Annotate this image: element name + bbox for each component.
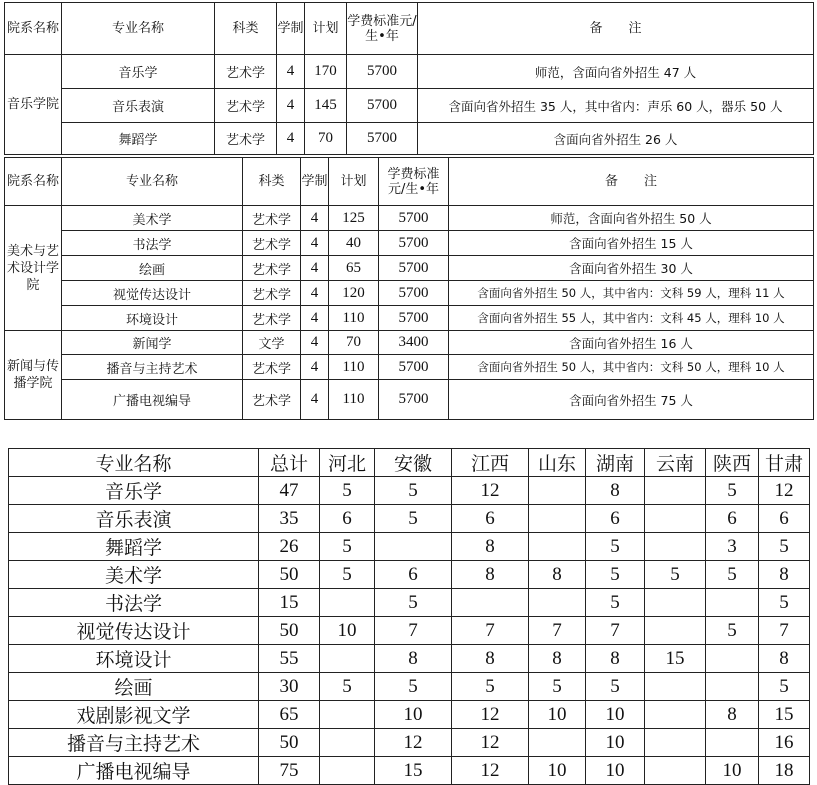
yunnan-cell: 15 xyxy=(645,645,706,673)
fee-cell: 5700 xyxy=(347,123,418,155)
table-row xyxy=(5,231,814,256)
table-row xyxy=(9,617,810,645)
fee-cell: 5700 xyxy=(347,89,418,123)
major-cell: 播音与主持艺术 xyxy=(62,355,243,380)
major-cell: 环境设计 xyxy=(9,645,259,673)
header-notes: 备 注 xyxy=(449,158,814,206)
total-cell: 35 xyxy=(259,505,320,533)
gansu-cell: 5 xyxy=(759,533,810,561)
table-row xyxy=(5,331,814,355)
gansu-cell: 5 xyxy=(759,589,810,617)
header-anhui: 安徽 xyxy=(375,449,452,477)
gansu-cell: 12 xyxy=(759,477,810,505)
dept-cell: 新闻与传播学院 xyxy=(5,331,62,420)
total-cell: 75 xyxy=(259,757,320,785)
category-cell: 艺术学 xyxy=(243,306,301,331)
plan-cell: 170 xyxy=(305,55,347,89)
anhui-cell: 5 xyxy=(375,589,452,617)
category-cell: 艺术学 xyxy=(215,55,277,89)
gansu-cell: 16 xyxy=(759,729,810,757)
fee-cell: 5700 xyxy=(379,256,449,281)
table-row xyxy=(5,380,814,420)
anhui-cell: 10 xyxy=(375,701,452,729)
yunnan-cell xyxy=(645,533,706,561)
hunan-cell: 6 xyxy=(586,505,645,533)
hebei-cell: 5 xyxy=(320,533,375,561)
hebei-cell xyxy=(320,589,375,617)
category-cell: 文学 xyxy=(243,331,301,355)
duration-cell: 4 xyxy=(301,331,329,355)
anhui-cell: 5 xyxy=(375,673,452,701)
duration-cell: 4 xyxy=(301,231,329,256)
major-cell: 广播电视编导 xyxy=(9,757,259,785)
header-plan: 计划 xyxy=(305,3,347,55)
header-shandong: 山东 xyxy=(529,449,586,477)
duration-cell: 4 xyxy=(301,306,329,331)
notes-cell: 含面向省外招生 35 人，其中省内：声乐 60 人，器乐 50 人 xyxy=(418,89,814,123)
major-cell: 书法学 xyxy=(62,231,243,256)
category-cell: 艺术学 xyxy=(243,256,301,281)
jiangxi-cell: 5 xyxy=(452,673,529,701)
plan-cell: 110 xyxy=(329,306,379,331)
header-fee: 学费标准元/生•年 xyxy=(379,158,449,206)
header-notes: 备 注 xyxy=(418,3,814,55)
shaanxi-cell: 5 xyxy=(706,477,759,505)
table-row xyxy=(5,206,814,231)
table-row xyxy=(5,123,814,155)
gansu-cell: 7 xyxy=(759,617,810,645)
notes-cell: 含面向省外招生 15 人 xyxy=(449,231,814,256)
gansu-cell: 18 xyxy=(759,757,810,785)
anhui-cell: 6 xyxy=(375,561,452,589)
gansu-cell: 6 xyxy=(759,505,810,533)
yunnan-cell xyxy=(645,617,706,645)
table-header-row xyxy=(5,3,814,55)
gansu-cell: 8 xyxy=(759,645,810,673)
major-cell: 新闻学 xyxy=(62,331,243,355)
header-duration: 学制 xyxy=(301,158,329,206)
table-row xyxy=(9,757,810,785)
hunan-cell: 5 xyxy=(586,533,645,561)
shandong-cell xyxy=(529,729,586,757)
header-plan: 计划 xyxy=(329,158,379,206)
anhui-cell: 8 xyxy=(375,645,452,673)
duration-cell: 4 xyxy=(277,55,305,89)
duration-cell: 4 xyxy=(301,355,329,380)
anhui-cell: 12 xyxy=(375,729,452,757)
header-dept: 院系名称 xyxy=(5,3,62,55)
art-news-school-table xyxy=(4,157,814,420)
shaanxi-cell xyxy=(706,729,759,757)
hunan-cell: 5 xyxy=(586,561,645,589)
notes-cell: 师范，含面向省外招生 50 人 xyxy=(449,206,814,231)
music-school-table xyxy=(4,2,814,155)
major-cell: 视觉传达设计 xyxy=(9,617,259,645)
jiangxi-cell: 12 xyxy=(452,701,529,729)
jiangxi-cell: 8 xyxy=(452,533,529,561)
header-major: 专业名称 xyxy=(62,3,215,55)
duration-cell: 4 xyxy=(301,281,329,306)
duration-cell: 4 xyxy=(277,89,305,123)
total-cell: 30 xyxy=(259,673,320,701)
table-row xyxy=(9,729,810,757)
plan-cell: 70 xyxy=(305,123,347,155)
shandong-cell: 8 xyxy=(529,645,586,673)
table-row xyxy=(9,673,810,701)
plan-cell: 70 xyxy=(329,331,379,355)
hebei-cell xyxy=(320,645,375,673)
header-major: 专业名称 xyxy=(62,158,243,206)
duration-cell: 4 xyxy=(301,206,329,231)
category-cell: 艺术学 xyxy=(215,123,277,155)
yunnan-cell xyxy=(645,477,706,505)
yunnan-cell: 5 xyxy=(645,561,706,589)
header-category: 科类 xyxy=(215,3,277,55)
fee-cell: 5700 xyxy=(379,231,449,256)
hunan-cell: 5 xyxy=(586,589,645,617)
shandong-cell xyxy=(529,589,586,617)
major-cell: 音乐学 xyxy=(62,55,215,89)
major-cell: 绘画 xyxy=(62,256,243,281)
shandong-cell xyxy=(529,477,586,505)
gansu-cell: 15 xyxy=(759,701,810,729)
major-cell: 环境设计 xyxy=(62,306,243,331)
major-cell: 舞蹈学 xyxy=(62,123,215,155)
anhui-cell xyxy=(375,533,452,561)
jiangxi-cell: 7 xyxy=(452,617,529,645)
notes-cell: 含面向省外招生 55 人，其中省内：文科 45 人，理科 10 人 xyxy=(449,306,814,331)
shandong-cell: 10 xyxy=(529,701,586,729)
header-hunan: 湖南 xyxy=(586,449,645,477)
notes-cell: 含面向省外招生 50 人，其中省内：文科 50 人，理科 10 人 xyxy=(449,355,814,380)
hebei-cell xyxy=(320,701,375,729)
category-cell: 艺术学 xyxy=(243,231,301,256)
total-cell: 65 xyxy=(259,701,320,729)
table-row xyxy=(9,533,810,561)
yunnan-cell xyxy=(645,589,706,617)
notes-cell: 含面向省外招生 50 人，其中省内：文科 59 人，理科 11 人 xyxy=(449,281,814,306)
fee-cell: 5700 xyxy=(347,55,418,89)
plan-cell: 110 xyxy=(329,380,379,420)
hebei-cell: 5 xyxy=(320,477,375,505)
header-shaanxi: 陕西 xyxy=(706,449,759,477)
shandong-cell: 10 xyxy=(529,757,586,785)
total-cell: 15 xyxy=(259,589,320,617)
duration-cell: 4 xyxy=(301,256,329,281)
gansu-cell: 5 xyxy=(759,673,810,701)
category-cell: 艺术学 xyxy=(243,206,301,231)
jiangxi-cell xyxy=(452,589,529,617)
shandong-cell xyxy=(529,505,586,533)
plan-cell: 40 xyxy=(329,231,379,256)
header-gansu: 甘肃 xyxy=(759,449,810,477)
table-row xyxy=(5,89,814,123)
dept-cell: 美术与艺术设计学院 xyxy=(5,206,62,331)
fee-cell: 5700 xyxy=(379,206,449,231)
notes-cell: 含面向省外招生 30 人 xyxy=(449,256,814,281)
plan-cell: 65 xyxy=(329,256,379,281)
total-cell: 50 xyxy=(259,561,320,589)
hunan-cell: 7 xyxy=(586,617,645,645)
anhui-cell: 5 xyxy=(375,477,452,505)
major-cell: 舞蹈学 xyxy=(9,533,259,561)
hebei-cell: 5 xyxy=(320,673,375,701)
header-yunnan: 云南 xyxy=(645,449,706,477)
notes-cell: 含面向省外招生 75 人 xyxy=(449,380,814,420)
shaanxi-cell: 10 xyxy=(706,757,759,785)
hunan-cell: 10 xyxy=(586,729,645,757)
shaanxi-cell: 5 xyxy=(706,617,759,645)
jiangxi-cell: 8 xyxy=(452,645,529,673)
header-major: 专业名称 xyxy=(9,449,259,477)
table-row xyxy=(5,55,814,89)
major-cell: 视觉传达设计 xyxy=(62,281,243,306)
notes-cell: 含面向省外招生 26 人 xyxy=(418,123,814,155)
hebei-cell: 5 xyxy=(320,561,375,589)
table-row xyxy=(9,561,810,589)
table-row xyxy=(5,281,814,306)
plan-cell: 120 xyxy=(329,281,379,306)
table-row xyxy=(9,505,810,533)
major-cell: 音乐表演 xyxy=(62,89,215,123)
table-row xyxy=(9,701,810,729)
major-cell: 音乐表演 xyxy=(9,505,259,533)
major-cell: 绘画 xyxy=(9,673,259,701)
table-row xyxy=(9,589,810,617)
fee-cell: 3400 xyxy=(379,331,449,355)
plan-cell: 145 xyxy=(305,89,347,123)
fee-cell: 5700 xyxy=(379,380,449,420)
hebei-cell: 6 xyxy=(320,505,375,533)
hebei-cell: 10 xyxy=(320,617,375,645)
hebei-cell xyxy=(320,757,375,785)
table-row xyxy=(9,477,810,505)
category-cell: 艺术学 xyxy=(215,89,277,123)
hunan-cell: 5 xyxy=(586,673,645,701)
yunnan-cell xyxy=(645,729,706,757)
total-cell: 26 xyxy=(259,533,320,561)
duration-cell: 4 xyxy=(301,380,329,420)
hebei-cell xyxy=(320,729,375,757)
shaanxi-cell: 3 xyxy=(706,533,759,561)
anhui-cell: 5 xyxy=(375,505,452,533)
fee-cell: 5700 xyxy=(379,281,449,306)
province-quota-table xyxy=(8,448,810,785)
plan-cell: 110 xyxy=(329,355,379,380)
header-total: 总计 xyxy=(259,449,320,477)
hunan-cell: 8 xyxy=(586,477,645,505)
jiangxi-cell: 12 xyxy=(452,477,529,505)
notes-cell: 含面向省外招生 16 人 xyxy=(449,331,814,355)
total-cell: 47 xyxy=(259,477,320,505)
header-dept: 院系名称 xyxy=(5,158,62,206)
shaanxi-cell: 8 xyxy=(706,701,759,729)
shandong-cell: 7 xyxy=(529,617,586,645)
table-header-row xyxy=(9,449,810,477)
shaanxi-cell: 5 xyxy=(706,561,759,589)
header-category: 科类 xyxy=(243,158,301,206)
major-cell: 戏剧影视文学 xyxy=(9,701,259,729)
shaanxi-cell xyxy=(706,673,759,701)
major-cell: 美术学 xyxy=(62,206,243,231)
major-cell: 播音与主持艺术 xyxy=(9,729,259,757)
shaanxi-cell xyxy=(706,645,759,673)
table-row xyxy=(5,256,814,281)
category-cell: 艺术学 xyxy=(243,355,301,380)
category-cell: 艺术学 xyxy=(243,281,301,306)
dept-cell: 音乐学院 xyxy=(5,55,62,155)
table-header-row xyxy=(5,158,814,206)
table-row xyxy=(5,355,814,380)
shandong-cell: 5 xyxy=(529,673,586,701)
shaanxi-cell xyxy=(706,589,759,617)
table-row xyxy=(5,306,814,331)
plan-cell: 125 xyxy=(329,206,379,231)
hunan-cell: 10 xyxy=(586,757,645,785)
total-cell: 50 xyxy=(259,729,320,757)
shandong-cell: 8 xyxy=(529,561,586,589)
major-cell: 音乐学 xyxy=(9,477,259,505)
duration-cell: 4 xyxy=(277,123,305,155)
header-duration: 学制 xyxy=(277,3,305,55)
fee-cell: 5700 xyxy=(379,355,449,380)
header-fee: 学费标准元/生•年 xyxy=(347,3,418,55)
header-hebei: 河北 xyxy=(320,449,375,477)
table-row xyxy=(9,645,810,673)
jiangxi-cell: 12 xyxy=(452,757,529,785)
notes-cell: 师范，含面向省外招生 47 人 xyxy=(418,55,814,89)
category-cell: 艺术学 xyxy=(243,380,301,420)
shaanxi-cell: 6 xyxy=(706,505,759,533)
yunnan-cell xyxy=(645,673,706,701)
hunan-cell: 10 xyxy=(586,701,645,729)
header-jiangxi: 江西 xyxy=(452,449,529,477)
hunan-cell: 8 xyxy=(586,645,645,673)
gansu-cell: 8 xyxy=(759,561,810,589)
yunnan-cell xyxy=(645,505,706,533)
total-cell: 50 xyxy=(259,617,320,645)
fee-cell: 5700 xyxy=(379,306,449,331)
major-cell: 广播电视编导 xyxy=(62,380,243,420)
anhui-cell: 7 xyxy=(375,617,452,645)
major-cell: 美术学 xyxy=(9,561,259,589)
jiangxi-cell: 6 xyxy=(452,505,529,533)
yunnan-cell xyxy=(645,701,706,729)
anhui-cell: 15 xyxy=(375,757,452,785)
major-cell: 书法学 xyxy=(9,589,259,617)
total-cell: 55 xyxy=(259,645,320,673)
jiangxi-cell: 8 xyxy=(452,561,529,589)
shandong-cell xyxy=(529,533,586,561)
jiangxi-cell: 12 xyxy=(452,729,529,757)
yunnan-cell xyxy=(645,757,706,785)
